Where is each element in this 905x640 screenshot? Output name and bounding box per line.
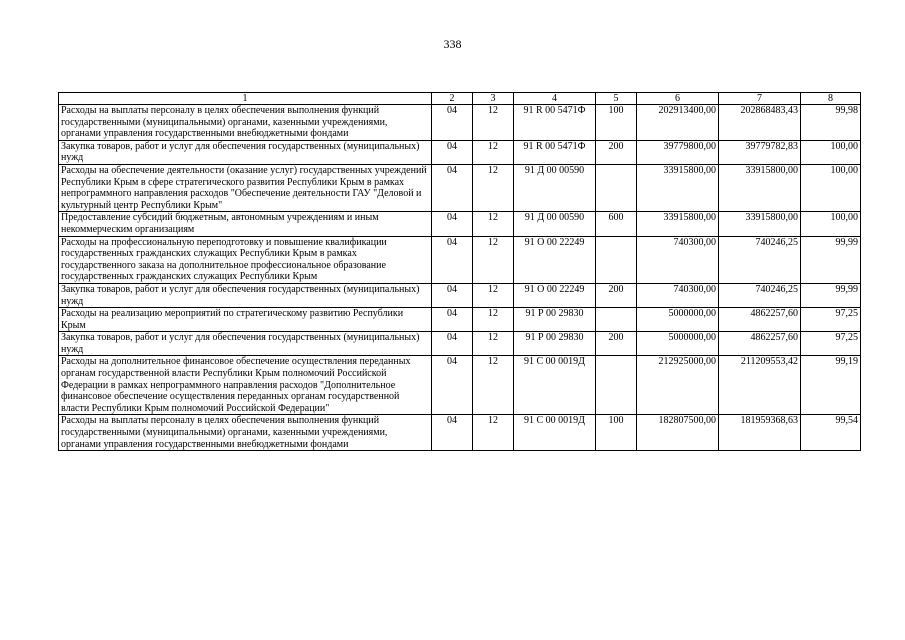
target-article-code: 91 Д 00 00590: [514, 212, 596, 236]
planned-amount: 740300,00: [637, 236, 719, 283]
planned-amount: 5000000,00: [637, 332, 719, 356]
target-article-code: 91 R 00 5471Ф: [514, 140, 596, 164]
subsection-code: 12: [473, 283, 514, 307]
expense-type-code: [596, 356, 637, 415]
table-row: [59, 236, 861, 283]
section-code: 04: [432, 140, 473, 164]
column-header: 1: [59, 93, 432, 105]
planned-amount: 33915800,00: [637, 212, 719, 236]
table-row: [59, 212, 861, 236]
execution-percent: 100,00: [801, 212, 861, 236]
expense-description: Закупка товаров, работ и услуг для обеспечения государственных (муниципальных) нужд: [59, 283, 432, 307]
executed-amount: 39779782,83: [719, 140, 801, 164]
budget-table: [58, 92, 861, 451]
expense-description: Расходы на дополнительное финансовое обеспечение осуществления переданных органам государственной власти Республики Крым полномочий Российской Федерации в рамках непрограммного направления расходов "Дополнительное финансовое обеспечение осуществления переданных органам государственной власти Республики Крым полномочий Российской Федерации": [59, 356, 432, 415]
table-row: [59, 105, 861, 141]
target-article-code: 91 Р 00 29830: [514, 332, 596, 356]
expense-description: Закупка товаров, работ и услуг для обеспечения государственных (муниципальных) нужд: [59, 140, 432, 164]
expense-description: Расходы на выплаты персоналу в целях обеспечения выполнения функций государственными (муниципальными) органами, казенными учреждениями, органами управления государственными внебюджетными фондами: [59, 415, 432, 451]
column-header: 3: [473, 93, 514, 105]
section-code: 04: [432, 164, 473, 211]
planned-amount: 740300,00: [637, 283, 719, 307]
target-article-code: 91 R 00 5471Ф: [514, 105, 596, 141]
page-number: 338: [443, 37, 462, 51]
table-row: [59, 164, 861, 211]
subsection-code: 12: [473, 140, 514, 164]
executed-amount: 4862257,60: [719, 332, 801, 356]
execution-percent: 97,25: [801, 332, 861, 356]
target-article-code: 91 С 00 0019Д: [514, 356, 596, 415]
table-row: [59, 332, 861, 356]
expense-description: Закупка товаров, работ и услуг для обеспечения государственных (муниципальных) нужд: [59, 332, 432, 356]
execution-percent: 99,54: [801, 415, 861, 451]
section-code: 04: [432, 308, 473, 332]
table-row: [59, 308, 861, 332]
section-code: 04: [432, 283, 473, 307]
target-article-code: 91 С 00 0019Д: [514, 415, 596, 451]
subsection-code: 12: [473, 164, 514, 211]
executed-amount: 740246,25: [719, 236, 801, 283]
planned-amount: 39779800,00: [637, 140, 719, 164]
subsection-code: 12: [473, 356, 514, 415]
expense-type-code: [596, 236, 637, 283]
expense-type-code: 200: [596, 140, 637, 164]
subsection-code: 12: [473, 308, 514, 332]
expense-type-code: 100: [596, 415, 637, 451]
subsection-code: 12: [473, 105, 514, 141]
expense-type-code: 100: [596, 105, 637, 141]
table-row: [59, 283, 861, 307]
subsection-code: 12: [473, 332, 514, 356]
section-code: 04: [432, 212, 473, 236]
section-code: 04: [432, 356, 473, 415]
expense-description: Расходы на выплаты персоналу в целях обеспечения выполнения функций государственными (муниципальными) органами, казенными учреждениями, органами управления государственными внебюджетными фондами: [59, 105, 432, 141]
target-article-code: 91 Р 00 29830: [514, 308, 596, 332]
expense-type-code: [596, 164, 637, 211]
column-header: 5: [596, 93, 637, 105]
planned-amount: 33915800,00: [637, 164, 719, 211]
executed-amount: 33915800,00: [719, 212, 801, 236]
column-header: 4: [514, 93, 596, 105]
column-header: 7: [719, 93, 801, 105]
planned-amount: 202913400,00: [637, 105, 719, 141]
section-code: 04: [432, 236, 473, 283]
column-header: 8: [801, 93, 861, 105]
executed-amount: 202868483,43: [719, 105, 801, 141]
expense-description: Расходы на профессиональную переподготовку и повышение квалификации государственных гражданских служащих Республики Крым в рамках государственного заказа на дополнительное профессиональное образование государственных гражданских служащих Республики Крым: [59, 236, 432, 283]
table-row: [59, 415, 861, 451]
expense-description: Расходы на обеспечение деятельности (оказание услуг) государственных учреждений Республики Крым в сфере стратегического развития Республики Крым в рамках непрограммного направления расходов "Обеспечение деятельности ГАУ "Деловой и культурный центр Республики Крым": [59, 164, 432, 211]
expense-description: Расходы на реализацию мероприятий по стратегическому развитию Республики Крым: [59, 308, 432, 332]
header-row: [59, 93, 861, 105]
planned-amount: 5000000,00: [637, 308, 719, 332]
executed-amount: 181959368,63: [719, 415, 801, 451]
target-article-code: 91 О 00 22249: [514, 283, 596, 307]
section-code: 04: [432, 332, 473, 356]
expense-type-code: 200: [596, 283, 637, 307]
execution-percent: 99,99: [801, 283, 861, 307]
section-code: 04: [432, 415, 473, 451]
execution-percent: 100,00: [801, 164, 861, 211]
execution-percent: 100,00: [801, 140, 861, 164]
executed-amount: 4862257,60: [719, 308, 801, 332]
executed-amount: 33915800,00: [719, 164, 801, 211]
target-article-code: 91 Д 00 00590: [514, 164, 596, 211]
execution-percent: 99,19: [801, 356, 861, 415]
execution-percent: 97,25: [801, 308, 861, 332]
target-article-code: 91 О 00 22249: [514, 236, 596, 283]
executed-amount: 740246,25: [719, 283, 801, 307]
expense-description: Предоставление субсидий бюджетным, автономным учреждениям и иным некоммерческим организациям: [59, 212, 432, 236]
subsection-code: 12: [473, 212, 514, 236]
expense-type-code: [596, 308, 637, 332]
subsection-code: 12: [473, 415, 514, 451]
section-code: 04: [432, 105, 473, 141]
column-header: 6: [637, 93, 719, 105]
execution-percent: 99,98: [801, 105, 861, 141]
column-header: 2: [432, 93, 473, 105]
expense-type-code: 200: [596, 332, 637, 356]
execution-percent: 99,99: [801, 236, 861, 283]
planned-amount: 212925000,00: [637, 356, 719, 415]
expense-type-code: 600: [596, 212, 637, 236]
table-row: [59, 140, 861, 164]
planned-amount: 182807500,00: [637, 415, 719, 451]
subsection-code: 12: [473, 236, 514, 283]
table-row: [59, 356, 861, 415]
executed-amount: 211209553,42: [719, 356, 801, 415]
